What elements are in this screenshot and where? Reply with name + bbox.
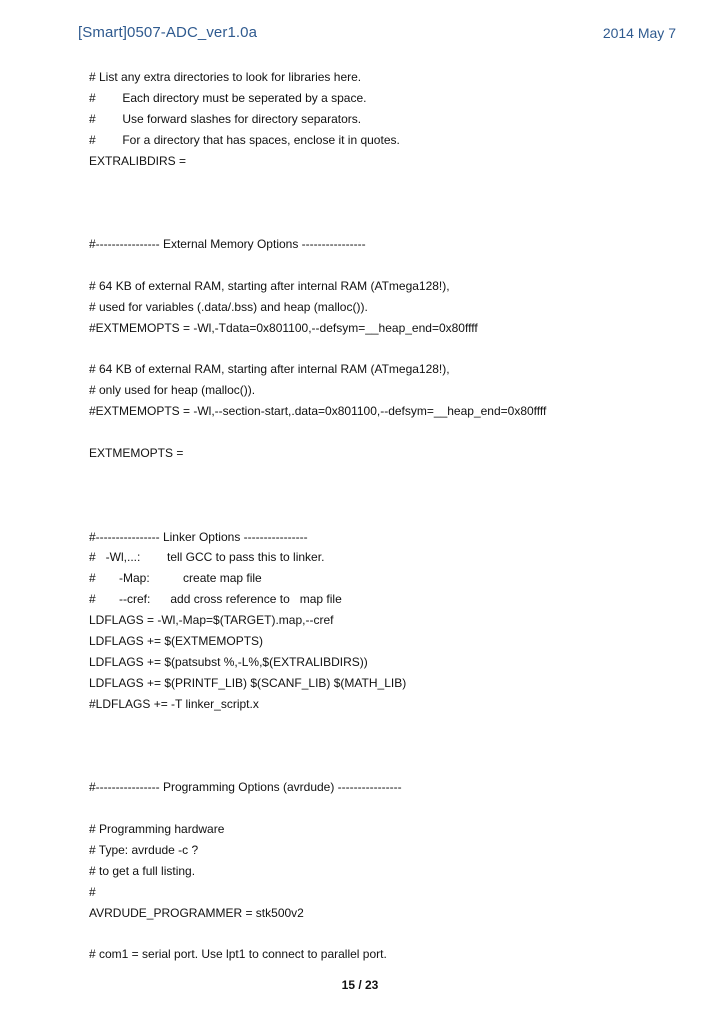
text-line: LDFLAGS = -Wl,-Map=$(TARGET).map,--cref (89, 613, 334, 628)
text-line (89, 798, 689, 819)
text-line (89, 924, 689, 945)
text-line: LDFLAGS += $(patsubst %,-L%,$(EXTRALIBDIRS)) (89, 654, 368, 669)
text-line: #LDFLAGS += -T linker_script.x (89, 696, 259, 711)
text-line (89, 485, 689, 506)
text-line: #---------------- Programming Options (avrdude) ---------------- (89, 780, 402, 795)
text-line (89, 422, 689, 443)
text-line: # com1 = serial port. Use lpt1 to connect to parallel port. (89, 947, 387, 962)
document-title: [Smart]0507-ADC_ver1.0a (78, 24, 258, 41)
text-line: AVRDUDE_PROGRAMMER = stk500v2 (89, 905, 304, 920)
text-line: LDFLAGS += $(EXTMEMOPTS) (89, 634, 264, 649)
text-line: # 64 KB of external RAM, starting after internal RAM (ATmega128!), (89, 278, 450, 293)
text-line: # --cref: add cross reference to map file (89, 592, 342, 607)
text-line: #---------------- Linker Options ---------------- (89, 529, 308, 544)
text-line: # Use forward slashes for directory separators. (89, 111, 362, 126)
text-line: # (89, 884, 96, 899)
text-line: # List any extra directories to look for libraries here. (89, 70, 362, 84)
text-line: # to get a full listing. (89, 863, 196, 878)
text-line: # Each directory must be seperated by a space. (89, 90, 367, 105)
text-line: # Programming hardware (89, 822, 225, 837)
text-line (89, 506, 689, 527)
text-line: #EXTMEMOPTS = -Wl,-Tdata=0x801100,--defsym=__heap_end=0x80ffff (89, 320, 478, 335)
document-date: 2014 May 7 (602, 25, 676, 41)
text-line: #EXTMEMOPTS = -Wl,--section-start,.data=0x801100,--defsym=__heap_end=0x80ffff (89, 404, 547, 419)
text-line (89, 736, 689, 757)
text-line: EXTRALIBDIRS = (89, 153, 187, 168)
text-line (89, 213, 689, 234)
text-line: # -Map: create map file (89, 571, 262, 586)
text-line (89, 464, 689, 485)
page-number: 15 / 23 (341, 978, 379, 992)
text-line: # used for variables (.data/.bss) and heap (malloc()). (89, 299, 368, 314)
text-line: # Type: avrdude -c ? (89, 842, 199, 857)
text-line (89, 339, 689, 360)
text-line: # only used for heap (malloc()). (89, 383, 256, 398)
text-line: #---------------- External Memory Options ---------------- (89, 237, 366, 252)
text-line (89, 171, 689, 192)
text-line: LDFLAGS += $(PRINTF_LIB) $(SCANF_LIB) $(MATH_LIB) (89, 675, 407, 690)
text-line (89, 192, 689, 213)
text-line: # 64 KB of external RAM, starting after internal RAM (ATmega128!), (89, 362, 450, 377)
text-line: # -Wl,...: tell GCC to pass this to linker. (89, 550, 325, 565)
makefile-text-block (89, 67, 689, 965)
text-line (89, 756, 689, 777)
text-line: EXTMEMOPTS = (89, 446, 184, 461)
text-line (89, 715, 689, 736)
text-line: # For a directory that has spaces, enclose it in quotes. (89, 132, 400, 147)
text-line (89, 255, 689, 276)
